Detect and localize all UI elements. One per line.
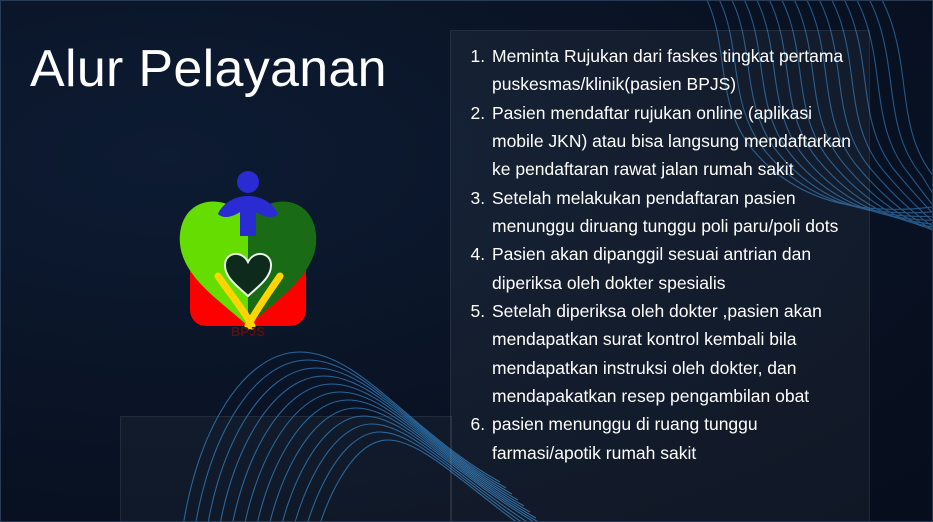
page-title: Alur Pelayanan xyxy=(30,40,387,98)
list-item: 5. Setelah diperiksa oleh dokter ,pasien akan mendapatkan surat kontrol kembali bila mendapatkan instruksi oleh dokter, dan mendapakatkan resep pengambilan obat xyxy=(490,297,868,410)
service-flow-list xyxy=(460,42,868,467)
list-item: 2. Pasien mendaftar rujukan online (aplikasi mobile JKN) atau bisa langsung mendaftarkan ke pendaftaran rawat jalan rumah sakit xyxy=(490,99,868,184)
svg-text:BPJS: BPJS xyxy=(231,324,265,339)
list-item: 4. Pasien akan dipanggil sesuai antrian dan diperiksa oleh dokter spesialis xyxy=(490,240,868,297)
list-item: 6. pasien menunggu di ruang tunggu farmasi/apotik rumah sakit xyxy=(490,410,868,467)
bpjs-heart-logo xyxy=(168,150,328,340)
list-item: 3. Setelah melakukan pendaftaran pasien menunggu diruang tunggu poli paru/poli dots xyxy=(490,184,868,241)
list-item: 1. Meminta Rujukan dari faskes tingkat pertama puskesmas/klinik(pasien BPJS) xyxy=(490,42,868,99)
